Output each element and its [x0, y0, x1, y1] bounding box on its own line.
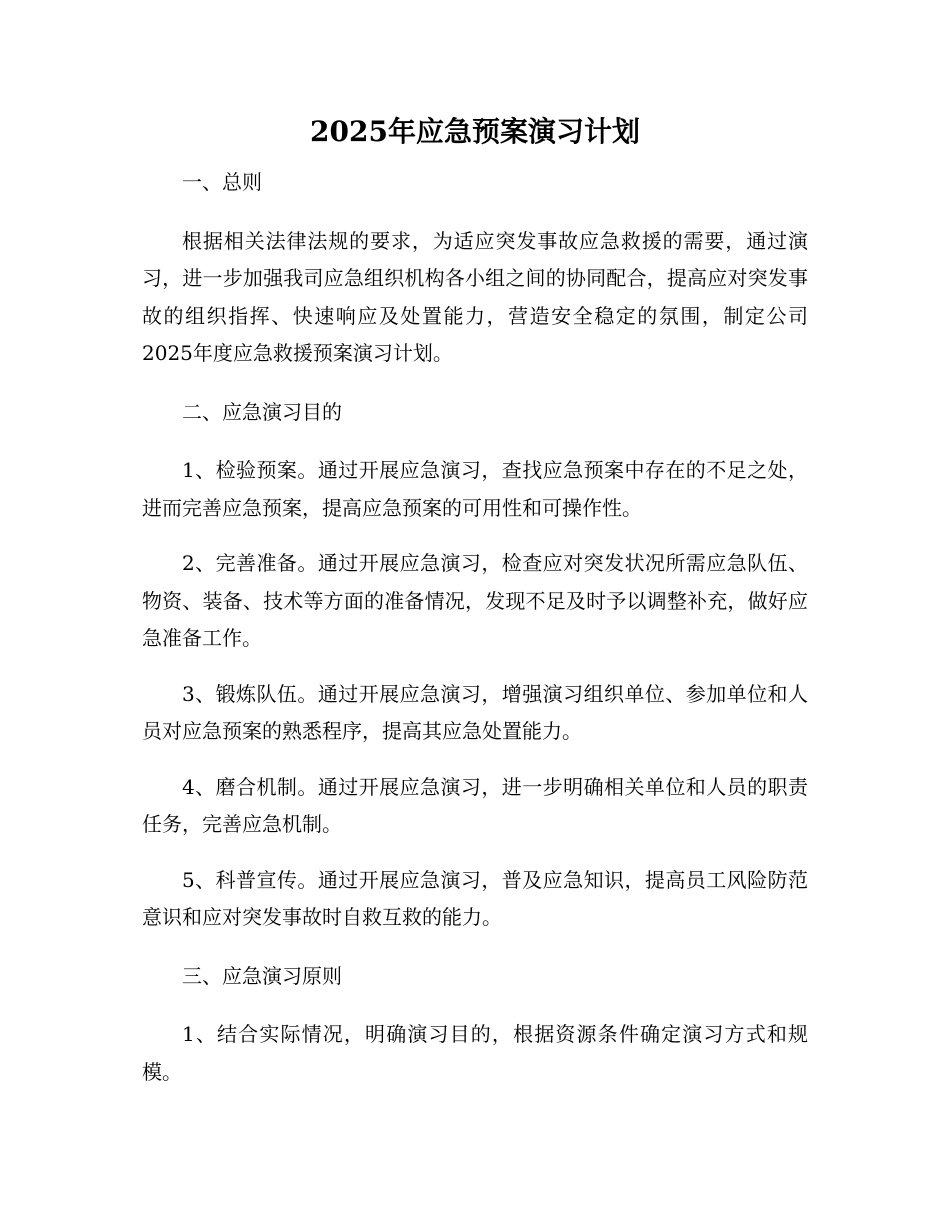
paragraph-purpose-1: 1、检验预案。通过开展应急演习，查找应急预案中存在的不足之处，进而完善应急预案，提高应急预案的可用性和可操作性。 — [142, 458, 808, 520]
paragraph-purpose-2: 2、完善准备。通过开展应急演习，检查应对突发状况所需应急队伍、物资、装备、技术等方面的准备情况，发现不足及时予以调整补充，做好应急准备工作。 — [142, 551, 808, 650]
section-heading-purpose: 二、应急演习目的 — [182, 399, 342, 424]
paragraph-purpose-5: 5、科普宣传。通过开展应急演习，普及应急知识，提高员工风险防范意识和应对突发事故时自救互救的能力。 — [142, 867, 808, 929]
paragraph-purpose-4: 4、磨合机制。通过开展应急演习，进一步明确相关单位和人员的职责任务，完善应急机制。 — [142, 774, 808, 836]
section-heading-principles: 三、应急演习原则 — [182, 963, 342, 988]
paragraph-purpose-3: 3、锻炼队伍。通过开展应急演习，增强演习组织单位、参加单位和人员对应急预案的熟悉程序，提高其应急处置能力。 — [142, 681, 808, 743]
document-title: 2025年应急预案演习计划 — [310, 115, 640, 148]
paragraph-general: 根据相关法律法规的要求，为适应突发事故应急救援的需要，通过演习，进一步加强我司应急组织机构各小组之间的协同配合，提高应对突发事故的组织指挥、快速响应及处置能力，营造安全稳定的氛围，制定公司2025年度应急救援预案演习计划。 — [142, 228, 808, 365]
document-body — [142, 164, 808, 1091]
section-heading-general: 一、总则 — [182, 170, 262, 194]
paragraph-principles-1: 1、结合实际情况，明确演习目的，根据资源条件确定演习方式和规模。 — [142, 1022, 808, 1084]
